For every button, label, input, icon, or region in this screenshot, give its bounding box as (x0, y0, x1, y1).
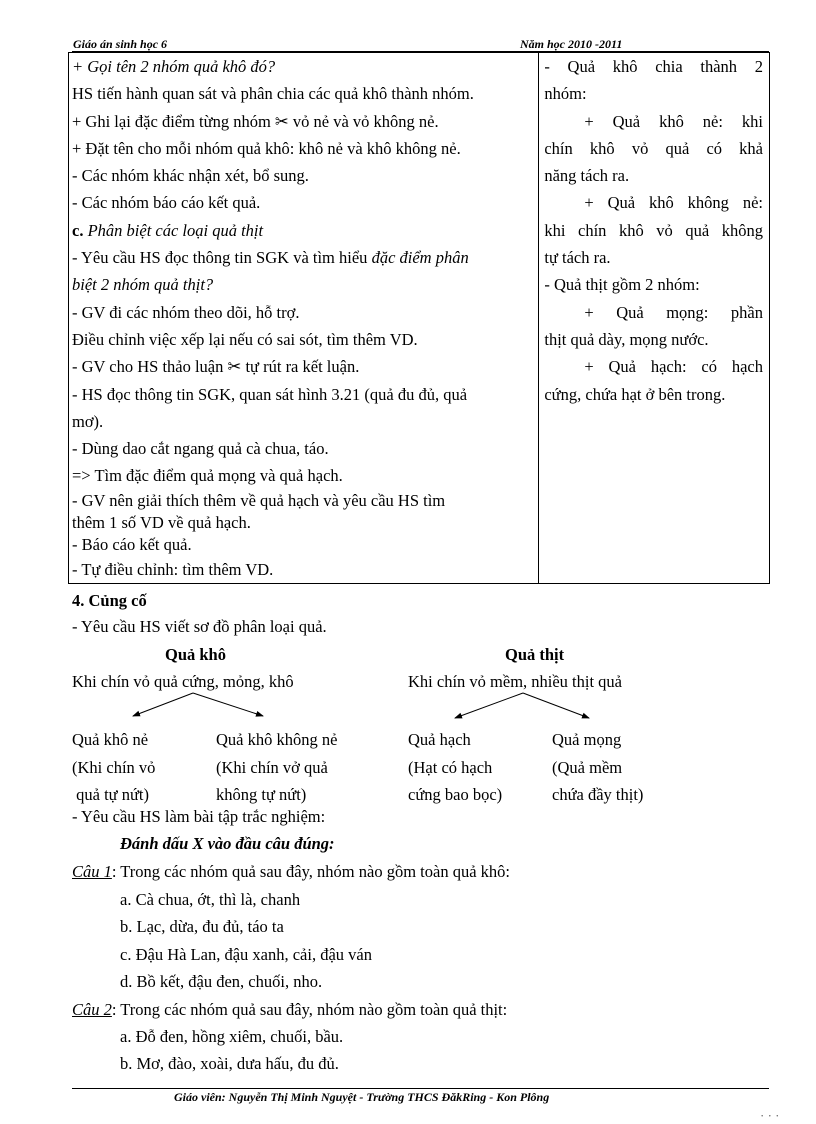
table-row: nhóm: (544, 84, 587, 104)
answer-option[interactable]: a. Đỗ đen, hồng xiêm, chuối, bầu. (120, 1027, 344, 1046)
table-row: - Quả thịt gồm 2 nhóm: (544, 275, 700, 295)
table-row: - GV cho HS thảo luận ✂ tự rút ra kết luận. (72, 357, 360, 377)
fleshy-fruit-title: Quả thịt (505, 645, 565, 664)
arrow-indehiscent (193, 693, 263, 716)
table-row: - GV nên giải thích thêm về quả hạch và yêu cầu HS tìm (72, 490, 446, 510)
section-4-title: 4. Củng cố (72, 591, 147, 610)
table-row: thêm 1 số VD về quả hạch. (72, 512, 251, 532)
table-row: năng tách ra. (544, 166, 630, 186)
answer-option[interactable]: a. Cà chua, ớt, thì là, chanh (120, 890, 301, 909)
page-mark: · · · (760, 1108, 780, 1123)
request-prefix: - Yêu cầu HS đọc thông tin SGK và tìm hiểu (72, 248, 372, 268)
section-4-line: - Yêu cầu HS viết sơ đồ phân loại quả. (72, 617, 327, 636)
arrow-drupe (455, 693, 523, 718)
table-row: + Ghi lại đặc điểm từng nhóm ✂ vỏ nẻ và vỏ không nẻ. (72, 111, 439, 131)
indehiscent-node (216, 726, 337, 809)
table-row: cứng, chứa hạt ở bên trong. (544, 384, 726, 404)
node-title: Quả khô không nẻ (216, 730, 338, 749)
section-c-title: Phân biệt các loại quả thịt (87, 220, 264, 240)
request-italic: đặc điểm phân (371, 248, 469, 268)
footer-rule (72, 1088, 769, 1089)
table-row: biệt 2 nhóm quả thịt? (72, 275, 214, 295)
fleshy-fruit-desc: Khi chín vỏ mềm, nhiều thịt quả (408, 672, 623, 691)
table-row: mơ). (72, 411, 104, 431)
table-row: - Quả khô chia thành 2 (544, 57, 763, 76)
table-row: - Các nhóm khác nhận xét, bổ sung. (72, 166, 309, 186)
table-row: thịt quả dày, mọng nước. (544, 329, 709, 349)
node-desc: cứng bao bọc) (408, 785, 503, 804)
table-row: + Đặt tên cho mỗi nhóm quả khô: khô nẻ và khô không nẻ. (72, 138, 461, 158)
dehiscent-node (72, 726, 155, 809)
table-row: + Quả khô nẻ: khi (584, 111, 763, 131)
answer-option[interactable]: b. Mơ, đào, xoài, dưa hấu, đu đủ. (120, 1054, 339, 1073)
header-left: Giáo án sinh học 6 (73, 37, 168, 51)
question-text: : Trong các nhóm quả sau đây, nhóm nào gồm toàn quả khô: (111, 862, 510, 881)
question-2 (72, 1000, 507, 1020)
table-row: chín khô vỏ quả có khả (544, 138, 763, 158)
quiz-instruction: Đánh dấu X vào đầu câu đúng: (120, 834, 335, 853)
node-desc: không tự nứt) (216, 785, 307, 804)
table-row: tự tách ra. (544, 248, 611, 268)
table-row: - Dùng dao cắt ngang quả cà chua, táo. (72, 439, 329, 459)
dry-fruit-title: Quả khô (165, 645, 226, 664)
node-title: Quả mọng (552, 730, 622, 749)
table-row: - GV đi các nhóm theo dõi, hỗ trợ. (72, 302, 300, 322)
berry-node (552, 726, 643, 809)
question-1 (72, 862, 510, 882)
node-desc: chứa đầy thịt) (552, 785, 644, 804)
answer-option[interactable]: b. Lạc, dừa, đu đủ, táo ta (120, 917, 284, 936)
question-label: Câu 1 (72, 862, 112, 881)
node-desc: (Khi chín vỏ (72, 757, 156, 777)
table-row: + Quả khô không nẻ: (584, 193, 763, 213)
table-row: + Quả mọng: phần (584, 302, 763, 322)
section-c-label: c. (72, 220, 84, 240)
node-title: Quả khô nẻ (72, 730, 149, 749)
header-right: Năm học 2010 -2011 (520, 37, 623, 51)
arrow-berry (523, 693, 589, 718)
quiz-request: - Yêu cầu HS làm bài tập trắc nghiệm: (72, 807, 326, 826)
arrow-dehiscent (133, 693, 193, 716)
node-desc: (Khi chín vở quả (216, 757, 328, 777)
drupe-node (408, 726, 502, 809)
table-row: - Các nhóm báo cáo kết quả. (72, 193, 261, 213)
question-label: Câu 2 (72, 1000, 112, 1019)
table-row: - Báo cáo kết quả. (72, 534, 192, 554)
node-title: Quả hạch (408, 730, 471, 749)
table-row: khi chín khô vỏ quả không (544, 220, 763, 240)
table-row: - HS đọc thông tin SGK, quan sát hình 3.21 (quả đu đủ, quả (72, 384, 468, 404)
node-desc: quả tự nứt) (72, 785, 149, 804)
question-text: : Trong các nhóm quả sau đây, nhóm nào gồm toàn quả thịt: (111, 1000, 508, 1019)
footer-text: Giáo viên: Nguyễn Thị Minh Nguyệt - Trường THCS ĐăkRing - Kon Plông (174, 1090, 550, 1104)
answer-option[interactable]: d. Bồ kết, đậu đen, chuối, nho. (120, 972, 323, 991)
dry-fruit-desc: Khi chín vỏ quả cứng, mỏng, khô (72, 672, 294, 691)
table-row: + Quả hạch: có hạch (584, 357, 763, 377)
node-desc: (Hạt có hạch (408, 757, 493, 777)
table-row: HS tiến hành quan sát và phân chia các quả khô thành nhóm. (72, 84, 474, 104)
table-row: - Tự điều chỉnh: tìm thêm VD. (72, 559, 274, 579)
node-desc: (Quả mềm (552, 757, 623, 777)
table-row: + Gọi tên 2 nhóm quả khô đó? (72, 57, 276, 76)
table-row: Điều chỉnh việc xếp lại nếu có sai sót, tìm thêm VD. (72, 329, 418, 349)
table-row: => Tìm đặc điểm quả mọng và quả hạch. (72, 466, 343, 486)
answer-option[interactable]: c. Đậu Hà Lan, đậu xanh, cải, đậu ván (120, 945, 372, 964)
